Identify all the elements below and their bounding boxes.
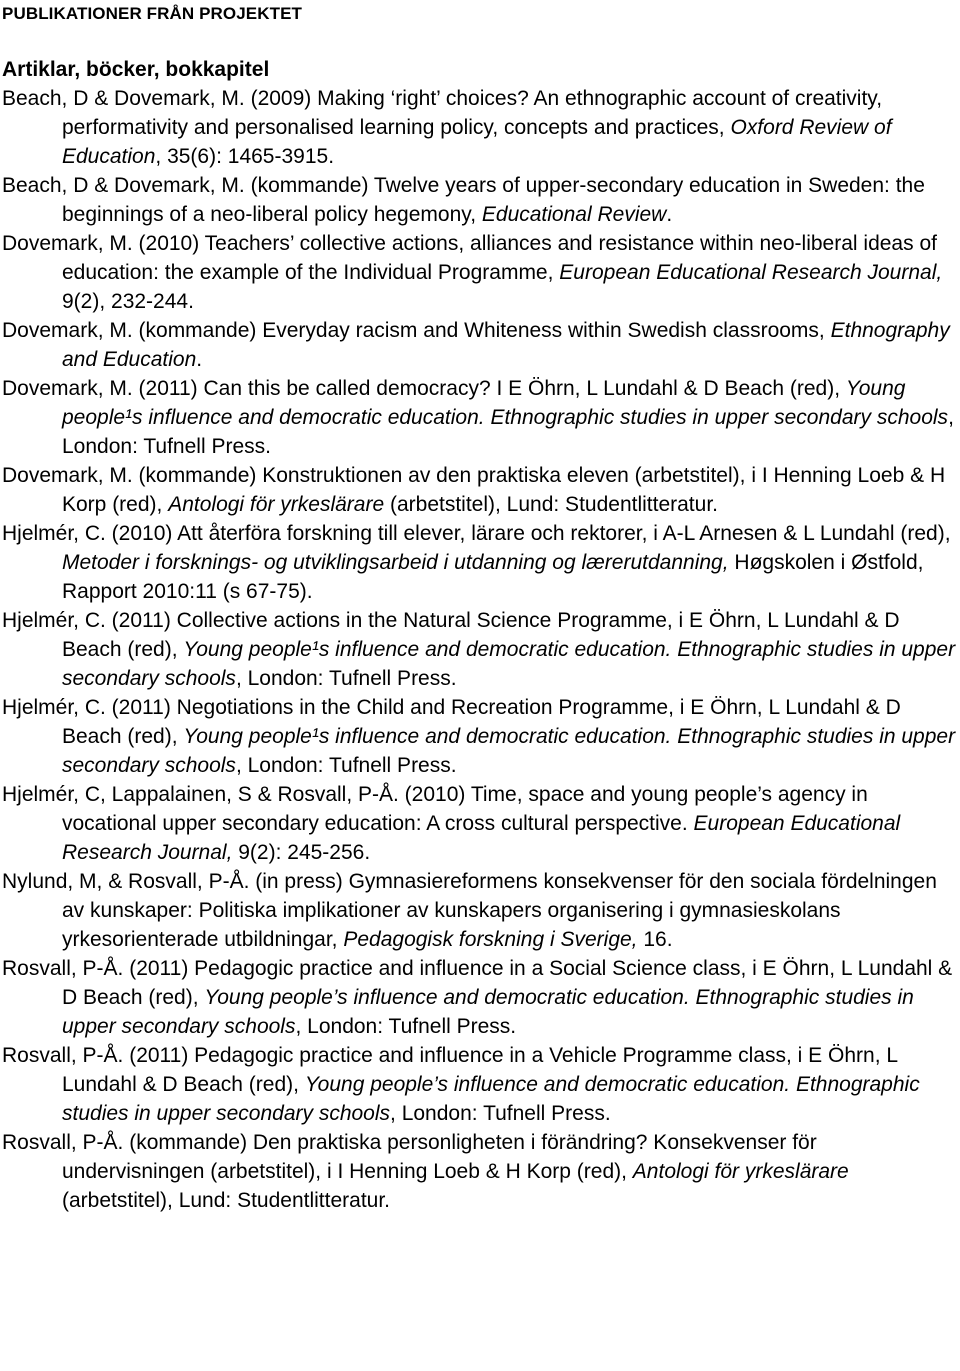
reference-text: Hjelmér, C, Lappalainen, S & Rosvall, P-Å. (2010) Time, space and young people’s agency in vocational upper secondary education: A cross cultural perspective. <box>2 783 868 835</box>
reference-entry <box>2 867 957 954</box>
reference-text: , 35(6): 1465-3915. <box>155 145 335 168</box>
reference-text: Hjelmér, C. (2011) Collective actions in the Natural Science Programme, i E Öhrn, L Lundahl & D Beach (red), <box>2 609 900 661</box>
reference-text: Dovemark, M. (kommande) Everyday racism and Whiteness within Swedish classrooms, <box>2 319 831 342</box>
reference-italic-title: Antologi för yrkeslärare <box>632 1160 849 1183</box>
reference-text: . <box>196 348 203 371</box>
reference-list <box>2 84 957 1215</box>
reference-entry <box>2 1128 957 1215</box>
reference-text: , London: Tufnell Press. <box>390 1102 611 1125</box>
reference-text: , London: Tufnell Press. <box>62 406 954 458</box>
reference-text: . <box>666 203 673 226</box>
subsection-heading: Artiklar, böcker, bokkapitel <box>2 58 270 81</box>
reference-text: , London: Tufnell Press. <box>235 754 457 777</box>
reference-text: (arbetstitel), Lund: Studentlitteratur. <box>62 1189 391 1212</box>
reference-italic-title: Young people¹s influence and democratic education. Ethnographic studies in upper secondary schools <box>62 377 949 429</box>
reference-text: , London: Tufnell Press. <box>235 667 457 690</box>
reference-entry <box>2 84 957 171</box>
reference-text: Dovemark, M. (2011) Can this be called democracy? I E Öhrn, L Lundahl & D Beach (red), <box>2 377 846 400</box>
reference-entry <box>2 606 957 693</box>
reference-text: Dovemark, M. (2010) Teachers’ collective actions, alliances and resistance within neo-liberal ideas of education: the example of the Individual Programme, <box>2 232 937 284</box>
reference-text: Beach, D & Dovemark, M. (kommande) Twelve years of upper-secondary education in Sweden: the beginnings of a neo-liberal policy hegemony, <box>2 174 925 226</box>
reference-entry <box>2 229 957 316</box>
reference-italic-title: Educational Review <box>481 203 667 226</box>
reference-italic-title: Young people’s influence and democratic education. Ethnographic studies in upper secondary schools <box>62 1073 920 1125</box>
reference-text: 9(2): 245-256. <box>232 841 371 864</box>
reference-text: 9(2), 232-244. <box>62 290 194 313</box>
reference-text: Nylund, M, & Rosvall, P-Å. (in press) Gymnasiereformens konsekvenser för den sociala fördelningen av kunskaper: Politiska implikationer av kunskapers organisering i gymnasieskolans yrkesorienterade utbildningar, <box>2 870 937 951</box>
reference-entry <box>2 780 957 867</box>
reference-entry <box>2 316 957 374</box>
reference-italic-title: European Educational Research Journal, <box>62 812 901 864</box>
reference-italic-title: Young people¹s influence and democratic education. Ethnographic studies in upper secondary schools <box>62 638 956 690</box>
reference-italic-title: Antologi för yrkeslärare <box>168 493 385 516</box>
reference-italic-title: Young people¹s influence and democratic education. Ethnographic studies in upper secondary schools <box>62 725 956 777</box>
reference-italic-title: Oxford Review of Education <box>62 116 892 168</box>
reference-entry <box>2 954 957 1041</box>
reference-text: Høgskolen i Østfold, Rapport 2010:11 (s 67-75). <box>62 551 924 603</box>
reference-italic-title: Ethnography and Education <box>62 319 950 371</box>
reference-text: , London: Tufnell Press. <box>295 1015 517 1038</box>
reference-entry <box>2 519 957 606</box>
reference-italic-title: Pedagogisk forskning i Sverige, <box>343 928 638 951</box>
section-heading: PUBLIKATIONER FRÅN PROJEKTET <box>2 4 302 23</box>
reference-entry <box>2 171 957 229</box>
reference-text: Hjelmér, C. (2011) Negotiations in the Child and Recreation Programme, i E Öhrn, L Lundahl & D Beach (red), <box>2 696 901 748</box>
reference-entry <box>2 374 957 461</box>
reference-text: Rosvall, P-Å. (kommande) Den praktiska personligheten i förändring? Konsekvenser för undervisningen (arbetstitel), i I Henning Loeb & H Korp (red), <box>2 1131 817 1183</box>
document-page <box>2 0 957 1215</box>
reference-italic-title: European Educational Research Journal, <box>559 261 943 284</box>
reference-text: 16. <box>637 928 673 951</box>
reference-text: Rosvall, P-Å. (2011) Pedagogic practice and influence in a Social Science class, i E Öhrn, L Lundahl & D Beach (red), <box>2 957 953 1009</box>
reference-italic-title: Young people’s influence and democratic education. Ethnographic studies in upper secondary schools <box>62 986 914 1038</box>
reference-entry <box>2 461 957 519</box>
reference-text: Hjelmér, C. (2010) Att återföra forskning till elever, lärare och rektorer, i A-L Arnesen & L Lundahl (red), <box>2 522 951 545</box>
reference-entry <box>2 1041 957 1128</box>
reference-text: Rosvall, P-Å. (2011) Pedagogic practice and influence in a Vehicle Programme class, i E Öhrn, L Lundahl & D Beach (red), <box>2 1044 898 1096</box>
reference-text: Dovemark, M. (kommande) Konstruktionen av den praktiska eleven (arbetstitel), i I Henning Loeb & H Korp (red), <box>2 464 946 516</box>
reference-text: (arbetstitel), Lund: Studentlitteratur. <box>384 493 718 516</box>
reference-text: Beach, D & Dovemark, M. (2009) Making ‘right’ choices? An ethnographic account of creativity, performativity and personalised learning policy, concepts and practices, <box>2 87 883 139</box>
reference-entry <box>2 693 957 780</box>
reference-italic-title: Metoder i forsknings- og utviklingsarbeid i utdanning og lærerutdanning, <box>62 551 729 574</box>
